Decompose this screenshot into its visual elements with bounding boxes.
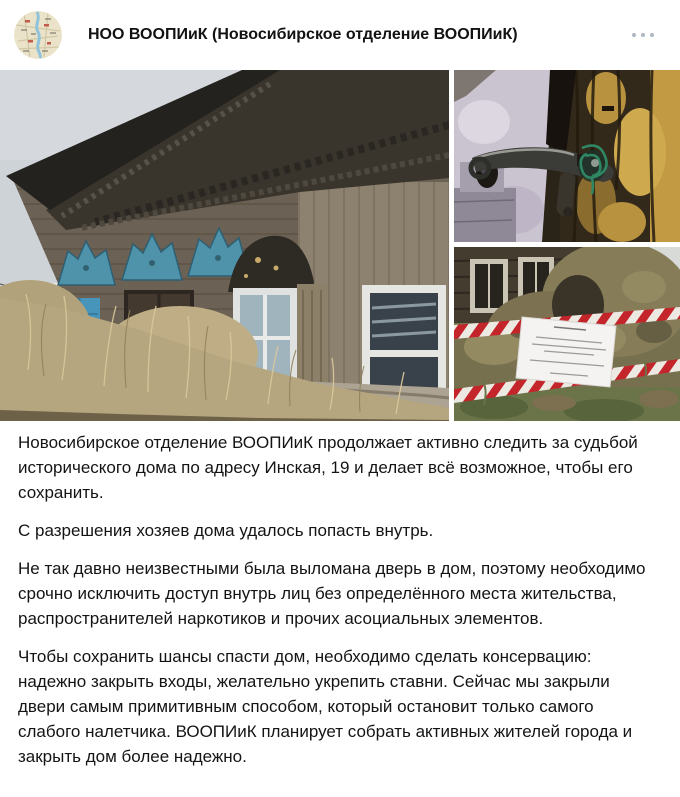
post-paragraph: Чтобы сохранить шансы спасти дом, необходимо сделать консервацию: надежно закрыть входы, желательно укрепить ставни. Сейчас мы закрыли двери самым примитивным способом, который остановит только самого слабого налетчика. ВООПИиК планирует собрать активных жителей города и закрыть дом более надежно. (18, 647, 633, 766)
photo-main-house[interactable] (0, 70, 449, 421)
photo-attachments (0, 70, 680, 421)
photo-right-column (454, 70, 680, 421)
ellipsis-dot (632, 33, 636, 37)
door-latch-image (454, 70, 680, 242)
ellipsis-dot (641, 33, 645, 37)
photo-barrier-tape[interactable] (454, 247, 680, 421)
group-name[interactable]: НОО ВООПИиК (Новосибирское отделение ВООПИиК) (88, 26, 518, 43)
main-house-image (0, 70, 449, 421)
post-text (0, 421, 680, 772)
post-paragraph: С разрешения хозяев дома удалось попасть внутрь. (18, 521, 434, 540)
post-paragraph: Не так давно неизвестными была выломана дверь в дом, поэтому необходимо срочно исключить доступ внутрь лиц без определённого места жительства, распространителей наркотиков и прочих асоциальных элементов. (18, 559, 646, 628)
post-header (0, 0, 680, 70)
post-paragraph: Новосибирское отделение ВООПИиК продолжает активно следить за судьбой исторического дома по адресу Инская, 19 и делает всё возможное, чтобы его сохранить. (18, 433, 638, 502)
ellipsis-icon[interactable] (630, 27, 656, 43)
barrier-tape-image (454, 247, 680, 421)
ellipsis-dot (650, 33, 654, 37)
photo-door-latch[interactable] (454, 70, 680, 242)
old-map-avatar-icon (14, 11, 62, 59)
group-avatar[interactable] (14, 11, 62, 59)
